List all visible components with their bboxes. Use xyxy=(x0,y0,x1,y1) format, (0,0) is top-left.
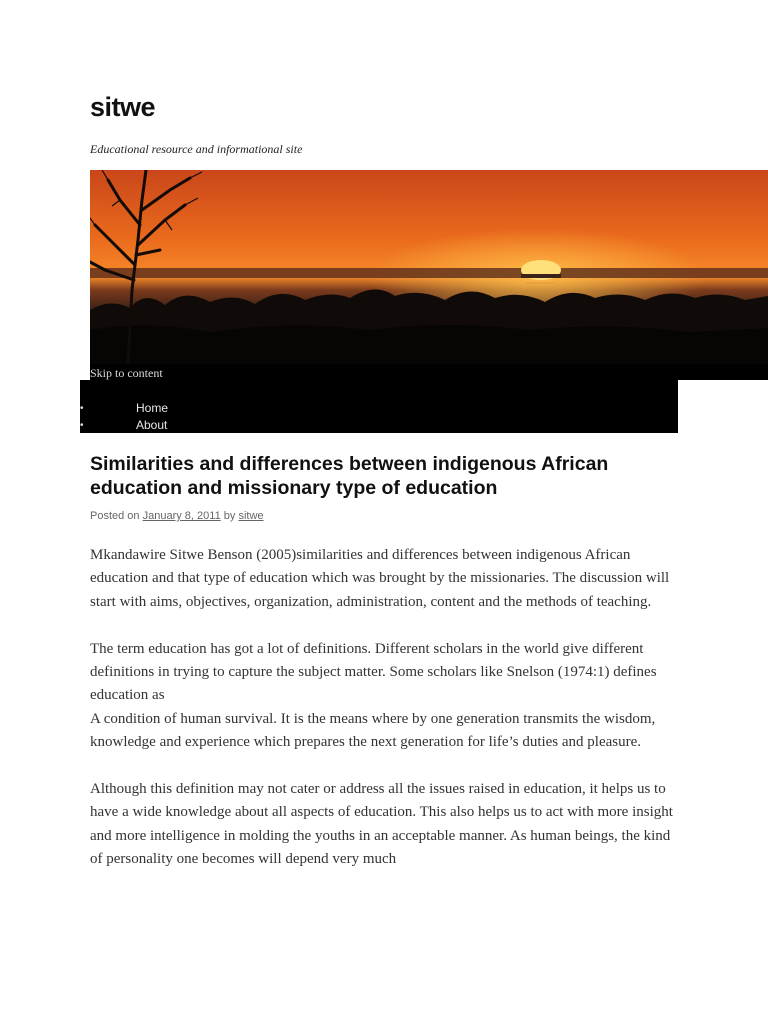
post-author-link[interactable]: sitwe xyxy=(238,510,264,522)
post-date-link[interactable]: January 8, 2011 xyxy=(142,510,221,522)
nav-link-about[interactable]: About xyxy=(136,418,168,432)
site-title[interactable]: sitwe xyxy=(90,92,156,122)
post-paragraph xyxy=(90,638,680,755)
navigation-strip xyxy=(90,364,768,380)
bullet-icon: • xyxy=(80,420,84,431)
skip-to-content-link[interactable]: Skip to content xyxy=(90,366,163,380)
post-meta xyxy=(90,510,264,522)
post-content xyxy=(90,544,680,895)
sunset-image-graphic xyxy=(90,170,768,364)
posted-on-label: Posted on xyxy=(90,510,140,522)
nav-link-home[interactable]: Home xyxy=(136,401,169,415)
post-paragraph: Mkandawire Sitwe Benson (2005)similarities and differences between indigenous African education and that type of education which was brought by the missionaries. The discussion will start with aims, objectives, organization, administration, content and the methods of teaching. xyxy=(90,547,670,610)
bullet-icon: • xyxy=(80,403,84,414)
post-title[interactable]: Similarities and differences between indigenous African education and missionary type of education xyxy=(90,453,609,499)
site-description: Educational resource and informational site xyxy=(90,142,303,156)
post-paragraph-line: The term education has got a lot of definitions. Different scholars in the world give different definitions in trying to capture the subject matter. Some scholars like Snelson (1974:1) defines education as xyxy=(90,640,657,704)
post-paragraph: Although this definition may not cater or address all the issues raised in education, it helps us to have a wide knowledge about all aspects of education. This also helps us to act with more insight and more intelligence in molding the youths in an acceptable manner. As human beings, the kind of personality one becomes will depend very much xyxy=(90,781,673,868)
post-quote-line: A condition of human survival. It is the means where by one generation transmits the wisdom, knowledge and experience which prepares the next generation for life’s duties and pleasure. xyxy=(90,710,656,751)
sunset-header-image xyxy=(90,170,768,364)
navigation-bar xyxy=(80,380,678,433)
by-label: by xyxy=(223,510,236,522)
